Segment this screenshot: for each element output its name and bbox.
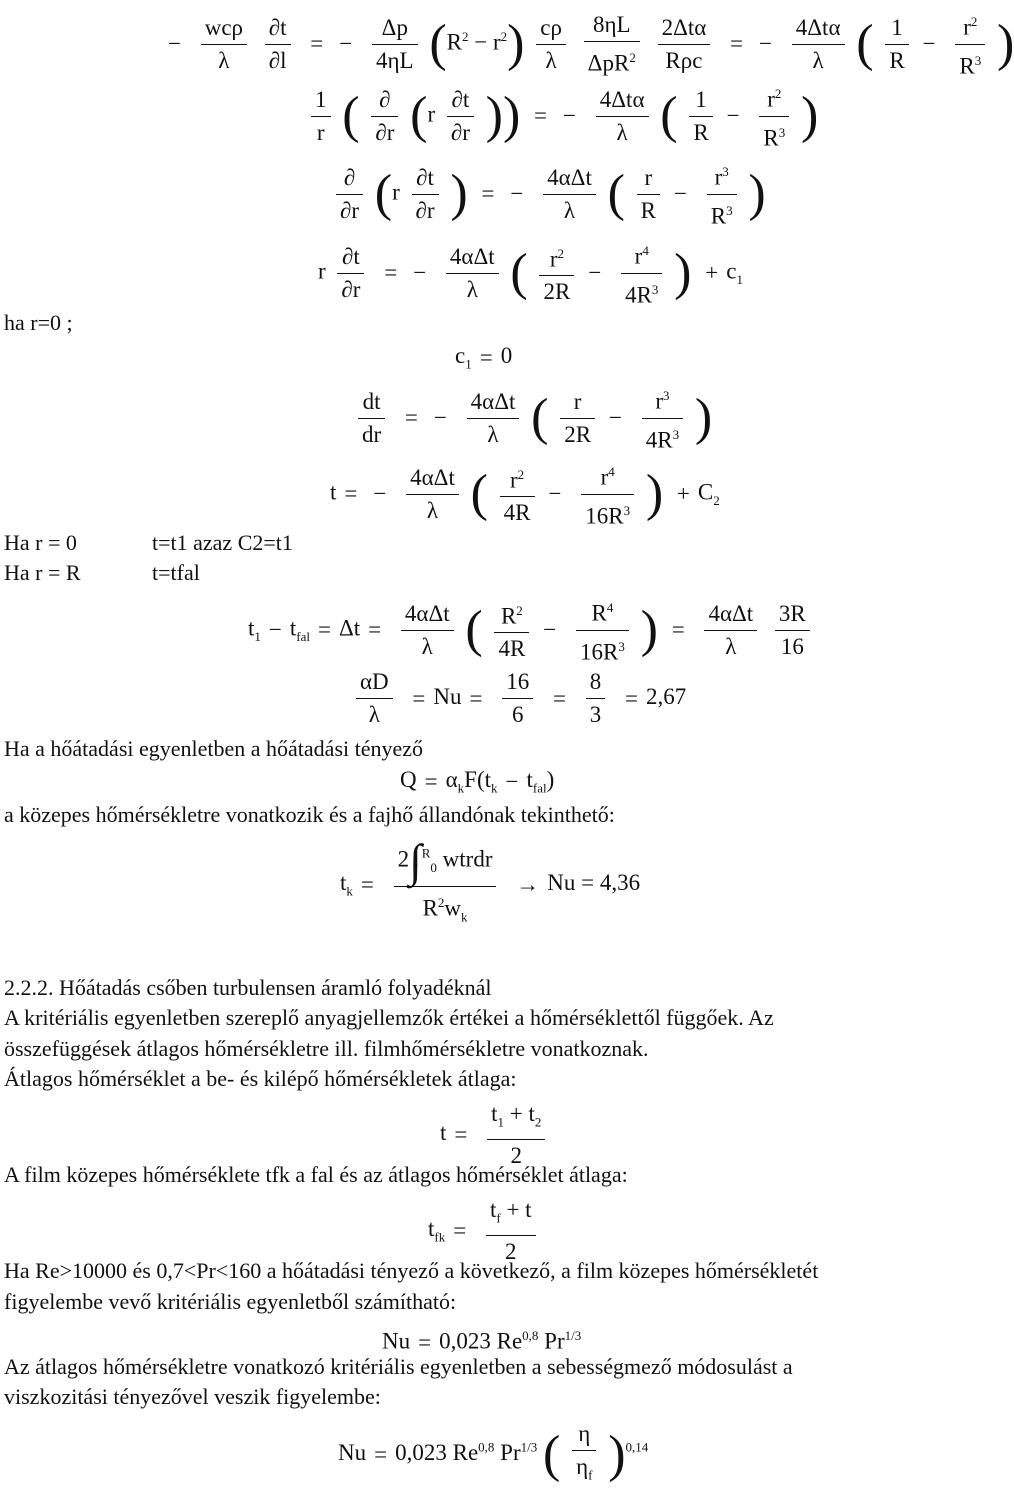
condition-2-left: Ha r = R bbox=[4, 560, 81, 585]
paragraph-7a: Az átlagos hőmérsékletre vonatkozó kritériális egyenletben a sebességmező módosulást a bbox=[4, 1354, 793, 1379]
paragraph-6a: Ha Re>10000 és 0,7<Pr<160 a hőátadási tényező a következő, a film közepes hőmérsékletét bbox=[4, 1258, 819, 1283]
equation-7: t = − $\frac{\text{4αΔt}}{\lambda}$ ( $\frac{r^2}{4R}$ − $\frac{r^4}{16R^3}$ ) + $C_2$ bbox=[330, 458, 720, 530]
equation-6: $\frac{dt}{dr}$ = − $\frac{\text{4αΔt}}{\lambda}$ ( $\frac{r}{2R}$ − $\frac{r^3}{4R^3}$ ) bbox=[352, 382, 712, 454]
equation-15: Nu = 0,023 Re$^{0,8}$ $Pr^{1/3}$ ( $\frac{\eta}{\eta_f}$ )$^{0,14}$ bbox=[338, 1421, 649, 1483]
equation-13: $t_{fk}$ = $\frac{t_f + t}{2}$ bbox=[428, 1196, 542, 1266]
equation-9: $\frac{\alpha D}{\lambda}$ = Nu = $\frac{16}{6}$ = $\frac{8}{3}$ = 2,67 bbox=[350, 668, 686, 729]
paragraph-7b: viszkozitási tényezővel veszik figyelembe: bbox=[4, 1384, 381, 1409]
paragraph-4: Átlagos hőmérséklet a be- és kilépő hőmérsékletek átlaga: bbox=[4, 1066, 517, 1091]
equation-2: $\frac{1}{r}$ ( $\frac{\partial}{\partial r}$ (r $\frac{\partial t}{\partial r}$ )) = − $\frac{\text{4Δtα}}{\lambda}$ ( $\frac{1}{R}$ − $\frac{r^2}{R^3}$ ) bbox=[305, 80, 818, 152]
condition-1-left: Ha r = 0 bbox=[4, 530, 77, 555]
equation-1: − $\frac{\text{wcρ}}{\lambda}$ $\frac{\partial t}{\partial l}$ = − $\frac{\Delta p}{4\eta L}$ $(R^2 - r^2)$ $\frac{c\rho}{\lambda}$ $\frac{8\eta L}{\Delta pR^2}$ $\frac{\text{2Δtα}}{\text{Rρc}}$ = − $\frac{\text{4Δtα}}{\lambda}$ ( $\frac{1}{R}$ − $\frac{r^2}{R^3}$ ) bbox=[160, 8, 1014, 80]
condition-2-right: t=tfal bbox=[152, 560, 200, 585]
section-heading: 2.2.2. Hőátadás csőben turbulensen áramló folyadéknál bbox=[4, 975, 492, 1000]
paragraph-5: A film közepes hőmérséklete tfk a fal és az átlagos hőmérséklet átlaga: bbox=[4, 1162, 628, 1187]
paragraph-3b: összefüggések átlagos hőmérsékletre ill. filmhőmérsékletre vonatkoznak. bbox=[4, 1036, 649, 1061]
paragraph-2: a közepes hőmérsékletre vonatkozik és a fajhő állandónak tekinthető: bbox=[4, 802, 615, 827]
equation-11: $t_k$ = $\frac{2\int^R_0 wtrdr}{R^2w_k}$ → Nu = 4,36 bbox=[340, 835, 641, 925]
equation-3: $\frac{\partial}{\partial r}$ (r $\frac{\partial t}{\partial r}$ ) = − $\frac{\text{4αΔt}}{\lambda}$ ( $\frac{r}{R}$ − $\frac{r^3}{R^3}$ ) bbox=[330, 158, 766, 230]
equation-14: Nu = 0,023 Re$^{0,8}$ $Pr^{1/3}$ bbox=[382, 1328, 582, 1356]
equation-10: $Q = \alpha_kF(t_k - t_{fal})$ bbox=[400, 767, 555, 796]
condition-1-right: t=t1 azaz C2=t1 bbox=[152, 530, 293, 555]
paragraph-6b: figyelembe vevő kritériális egyenletből számítható: bbox=[4, 1289, 457, 1314]
equation-8: $t_1 - t_{fal} = \Delta t$ = $\frac{\text{4αΔt}}{\lambda}$ ( $\frac{R^2}{4R}$ − $\frac{R^4}{16R^3}$ ) = $\frac{\text{4αΔt}}{\lambda}$ $\frac{3R}{16}$ bbox=[248, 594, 816, 666]
equation-12: t = $\frac{t_1 + t_2}{2}$ bbox=[440, 1100, 551, 1170]
paragraph-1: Ha a hőátadási egyenletben a hőátadási tényező bbox=[4, 736, 424, 761]
ha-r0-label: ha r=0 ; bbox=[4, 310, 73, 335]
paragraph-3a: A kritériális egyenletben szereplő anyagjellemzők értékei a hőmérséklettől függőek. Az bbox=[4, 1005, 774, 1030]
equation-5: $c_1 = 0$ bbox=[455, 343, 513, 372]
equation-4: r $\frac{\partial t}{\partial r}$ = − $\frac{\text{4αΔt}}{\lambda}$ ( $\frac{r^2}{2R}$ − $\frac{r^4}{4R^3}$ ) + $c_1$ bbox=[318, 237, 743, 309]
